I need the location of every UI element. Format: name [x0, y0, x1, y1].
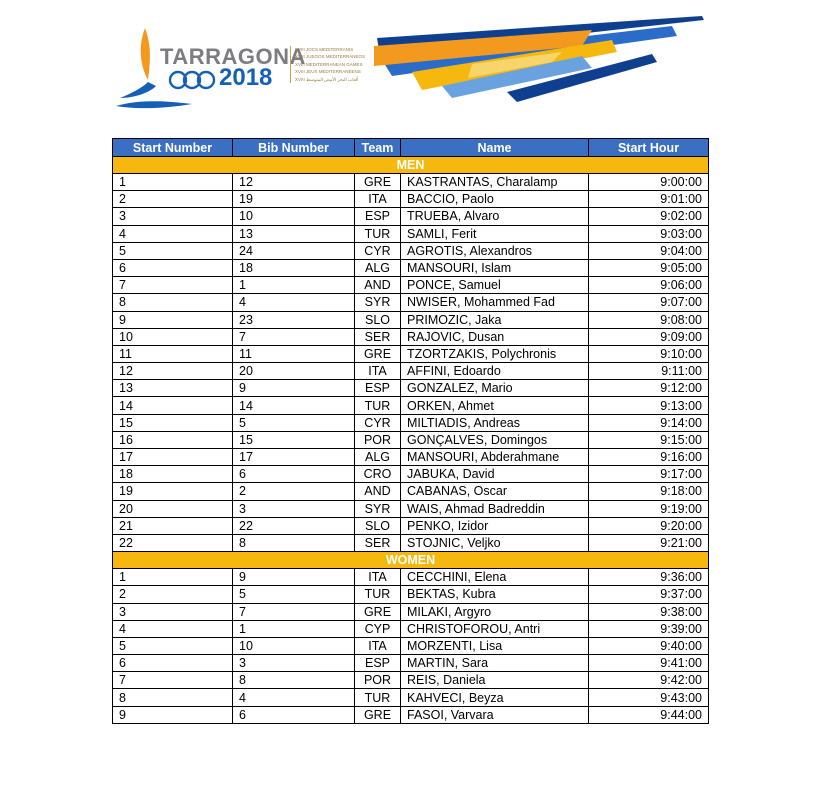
name-cell: RAJOVIC, Dusan	[401, 328, 589, 345]
name-cell: AFFINI, Edoardo	[401, 363, 589, 380]
bib-number-cell: 24	[233, 242, 355, 259]
column-header-start-number: Start Number	[113, 139, 233, 157]
table-row	[113, 328, 709, 345]
team-cell: GRE	[355, 174, 401, 191]
team-cell: GRE	[355, 603, 401, 620]
team-cell: ALG	[355, 259, 401, 276]
name-cell: MILAKI, Argyro	[401, 603, 589, 620]
logo-subtitle: XVIII JEUX MÉDITERRANÉENS	[295, 69, 361, 75]
team-cell: ITA	[355, 191, 401, 208]
table-row	[113, 225, 709, 242]
table-row	[113, 500, 709, 517]
start-number-cell: 8	[113, 689, 233, 706]
start-hour-cell: 9:38:00	[589, 603, 709, 620]
bib-number-cell: 15	[233, 431, 355, 448]
start-hour-cell: 9:01:00	[589, 191, 709, 208]
table-row	[113, 191, 709, 208]
bib-number-cell: 9	[233, 569, 355, 586]
bib-number-cell: 10	[233, 208, 355, 225]
name-cell: AGROTIS, Alexandros	[401, 242, 589, 259]
team-cell: TUR	[355, 586, 401, 603]
name-cell: TRUEBA, Alvaro	[401, 208, 589, 225]
table-row	[113, 466, 709, 483]
name-cell: GONZALEZ, Mario	[401, 380, 589, 397]
bib-number-cell: 7	[233, 603, 355, 620]
name-cell: JABUKA, David	[401, 466, 589, 483]
team-cell: SYR	[355, 294, 401, 311]
table-body	[113, 157, 709, 724]
table-row	[113, 655, 709, 672]
bib-number-cell: 14	[233, 397, 355, 414]
start-number-cell: 1	[113, 174, 233, 191]
name-cell: GONÇALVES, Domingos	[401, 431, 589, 448]
start-hour-cell: 9:15:00	[589, 431, 709, 448]
bib-number-cell: 11	[233, 345, 355, 362]
team-cell: CYR	[355, 242, 401, 259]
team-cell: SLO	[355, 311, 401, 328]
name-cell: PENKO, Izidor	[401, 517, 589, 534]
bib-number-cell: 22	[233, 517, 355, 534]
name-cell: MILTIADIS, Andreas	[401, 414, 589, 431]
start-hour-cell: 9:12:00	[589, 380, 709, 397]
start-hour-cell: 9:11:00	[589, 363, 709, 380]
team-cell: AND	[355, 483, 401, 500]
table-row	[113, 569, 709, 586]
logo-subtitle: XVIII MEDITERRANEAN GAMES	[295, 61, 363, 67]
start-list-table	[112, 138, 709, 724]
bib-number-cell: 6	[233, 466, 355, 483]
start-hour-cell: 9:05:00	[589, 259, 709, 276]
table-header-row	[113, 139, 709, 157]
bib-number-cell: 4	[233, 689, 355, 706]
start-number-cell: 11	[113, 345, 233, 362]
name-cell: KASTRANTAS, Charalamp	[401, 174, 589, 191]
start-number-cell: 17	[113, 449, 233, 466]
name-cell: PONCE, Samuel	[401, 277, 589, 294]
team-cell: GRE	[355, 345, 401, 362]
bib-number-cell: 7	[233, 328, 355, 345]
name-cell: KAHVECI, Beyza	[401, 689, 589, 706]
logo-year: 2018	[219, 64, 273, 91]
table-row	[113, 277, 709, 294]
start-hour-cell: 9:14:00	[589, 414, 709, 431]
start-number-cell: 6	[113, 259, 233, 276]
name-cell: MANSOURI, Islam	[401, 259, 589, 276]
bib-number-cell: 18	[233, 259, 355, 276]
table-row	[113, 345, 709, 362]
start-hour-cell: 9:39:00	[589, 620, 709, 637]
start-hour-cell: 9:41:00	[589, 655, 709, 672]
column-header-start-hour: Start Hour	[589, 139, 709, 157]
start-number-cell: 4	[113, 620, 233, 637]
bib-number-cell: 5	[233, 586, 355, 603]
table-row	[113, 586, 709, 603]
team-cell: ITA	[355, 637, 401, 654]
start-hour-cell: 9:16:00	[589, 449, 709, 466]
start-hour-cell: 9:20:00	[589, 517, 709, 534]
bib-number-cell: 3	[233, 500, 355, 517]
team-cell: TUR	[355, 225, 401, 242]
table-row	[113, 380, 709, 397]
section-title: WOMEN	[113, 552, 709, 569]
start-number-cell: 12	[113, 363, 233, 380]
team-cell: ITA	[355, 363, 401, 380]
logo-subtitle: XVIII JOCS MEDITERRANIS	[295, 47, 354, 52]
table-row	[113, 174, 709, 191]
start-hour-cell: 9:42:00	[589, 672, 709, 689]
team-cell: AND	[355, 277, 401, 294]
table-row	[113, 689, 709, 706]
bib-number-cell: 20	[233, 363, 355, 380]
start-number-cell: 1	[113, 569, 233, 586]
start-hour-cell: 9:44:00	[589, 706, 709, 723]
start-number-cell: 5	[113, 637, 233, 654]
section-row	[113, 552, 709, 569]
bib-number-cell: 3	[233, 655, 355, 672]
team-cell: ALG	[355, 449, 401, 466]
table-row	[113, 672, 709, 689]
start-number-cell: 9	[113, 706, 233, 723]
start-hour-cell: 9:13:00	[589, 397, 709, 414]
team-cell: GRE	[355, 706, 401, 723]
section-title: MEN	[113, 157, 709, 174]
logo-subtitle: XVIII ألعاب البحر الأبيض المتوسط	[295, 76, 359, 82]
section-row	[113, 157, 709, 174]
team-cell: CYR	[355, 414, 401, 431]
column-header-name: Name	[401, 139, 589, 157]
team-cell: ESP	[355, 380, 401, 397]
team-cell: SER	[355, 328, 401, 345]
bib-number-cell: 5	[233, 414, 355, 431]
team-cell: ESP	[355, 655, 401, 672]
table-row	[113, 208, 709, 225]
start-hour-cell: 9:40:00	[589, 637, 709, 654]
table-row	[113, 637, 709, 654]
start-number-cell: 20	[113, 500, 233, 517]
start-number-cell: 15	[113, 414, 233, 431]
start-number-cell: 18	[113, 466, 233, 483]
table-row	[113, 414, 709, 431]
start-number-cell: 4	[113, 225, 233, 242]
name-cell: CHRISTOFOROU, Antri	[401, 620, 589, 637]
bib-number-cell: 1	[233, 277, 355, 294]
table-row	[113, 311, 709, 328]
bib-number-cell: 9	[233, 380, 355, 397]
name-cell: SAMLI, Ferit	[401, 225, 589, 242]
bib-number-cell: 13	[233, 225, 355, 242]
start-hour-cell: 9:08:00	[589, 311, 709, 328]
bib-number-cell: 12	[233, 174, 355, 191]
start-number-cell: 13	[113, 380, 233, 397]
team-cell: TUR	[355, 397, 401, 414]
name-cell: BEKTAS, Kubra	[401, 586, 589, 603]
bib-number-cell: 17	[233, 449, 355, 466]
start-hour-cell: 9:04:00	[589, 242, 709, 259]
team-cell: CRO	[355, 466, 401, 483]
start-hour-cell: 9:07:00	[589, 294, 709, 311]
table-row	[113, 534, 709, 551]
team-cell: SLO	[355, 517, 401, 534]
start-hour-cell: 9:09:00	[589, 328, 709, 345]
start-hour-cell: 9:06:00	[589, 277, 709, 294]
start-hour-cell: 9:03:00	[589, 225, 709, 242]
start-hour-cell: 9:17:00	[589, 466, 709, 483]
start-hour-cell: 9:37:00	[589, 586, 709, 603]
logo-subtitles	[290, 46, 391, 83]
start-hour-cell: 9:36:00	[589, 569, 709, 586]
bib-number-cell: 8	[233, 672, 355, 689]
table-row	[113, 620, 709, 637]
name-cell: CABANAS, Oscar	[401, 483, 589, 500]
start-number-cell: 22	[113, 534, 233, 551]
team-cell: ITA	[355, 569, 401, 586]
table-row	[113, 449, 709, 466]
start-number-cell: 2	[113, 191, 233, 208]
start-number-cell: 6	[113, 655, 233, 672]
start-hour-cell: 9:10:00	[589, 345, 709, 362]
table-row	[113, 706, 709, 723]
start-number-cell: 3	[113, 208, 233, 225]
table-row	[113, 483, 709, 500]
bib-number-cell: 23	[233, 311, 355, 328]
name-cell: CECCHINI, Elena	[401, 569, 589, 586]
name-cell: FASOI, Varvara	[401, 706, 589, 723]
name-cell: STOJNIC, Veljko	[401, 534, 589, 551]
start-number-cell: 5	[113, 242, 233, 259]
name-cell: NWISER, Mohammed Fad	[401, 294, 589, 311]
bib-number-cell: 10	[233, 637, 355, 654]
team-cell: TUR	[355, 689, 401, 706]
logo-title: TARRAGONA	[160, 44, 306, 69]
table-row	[113, 431, 709, 448]
team-cell: POR	[355, 672, 401, 689]
name-cell: MARTIN, Sara	[401, 655, 589, 672]
name-cell: REIS, Daniela	[401, 672, 589, 689]
start-number-cell: 9	[113, 311, 233, 328]
start-number-cell: 7	[113, 672, 233, 689]
start-hour-cell: 9:43:00	[589, 689, 709, 706]
team-cell: CYP	[355, 620, 401, 637]
name-cell: BACCIO, Paolo	[401, 191, 589, 208]
start-number-cell: 14	[113, 397, 233, 414]
name-cell: PRIMOZIC, Jaka	[401, 311, 589, 328]
start-hour-cell: 9:19:00	[589, 500, 709, 517]
bib-number-cell: 1	[233, 620, 355, 637]
start-number-cell: 10	[113, 328, 233, 345]
start-number-cell: 19	[113, 483, 233, 500]
table-row	[113, 259, 709, 276]
table-row	[113, 363, 709, 380]
start-hour-cell: 9:21:00	[589, 534, 709, 551]
team-cell: SER	[355, 534, 401, 551]
team-cell: SYR	[355, 500, 401, 517]
name-cell: TZORTZAKIS, Polychronis	[401, 345, 589, 362]
name-cell: ORKEN, Ahmet	[401, 397, 589, 414]
table-row	[113, 397, 709, 414]
name-cell: WAIS, Ahmad Badreddin	[401, 500, 589, 517]
logo-subtitle: XVIII JUEGOS MEDITERRÁNEOS	[295, 54, 366, 60]
start-number-cell: 2	[113, 586, 233, 603]
table-row	[113, 517, 709, 534]
start-number-cell: 8	[113, 294, 233, 311]
table-row	[113, 294, 709, 311]
table-row	[113, 603, 709, 620]
bib-number-cell: 2	[233, 483, 355, 500]
start-number-cell: 3	[113, 603, 233, 620]
start-hour-cell: 9:18:00	[589, 483, 709, 500]
name-cell: MORZENTI, Lisa	[401, 637, 589, 654]
name-cell: MANSOURI, Abderahmane	[401, 449, 589, 466]
bib-number-cell: 8	[233, 534, 355, 551]
team-cell: POR	[355, 431, 401, 448]
start-number-cell: 21	[113, 517, 233, 534]
team-cell: ESP	[355, 208, 401, 225]
start-list-table-container	[112, 138, 709, 724]
bib-number-cell: 4	[233, 294, 355, 311]
start-number-cell: 16	[113, 431, 233, 448]
column-header-bib-number: Bib Number	[233, 139, 355, 157]
column-header-team: Team	[355, 139, 401, 157]
start-hour-cell: 9:00:00	[589, 174, 709, 191]
tarragona-2018-logo	[112, 16, 712, 116]
start-hour-cell: 9:02:00	[589, 208, 709, 225]
start-number-cell: 7	[113, 277, 233, 294]
bib-number-cell: 6	[233, 706, 355, 723]
bib-number-cell: 19	[233, 191, 355, 208]
table-row	[113, 242, 709, 259]
